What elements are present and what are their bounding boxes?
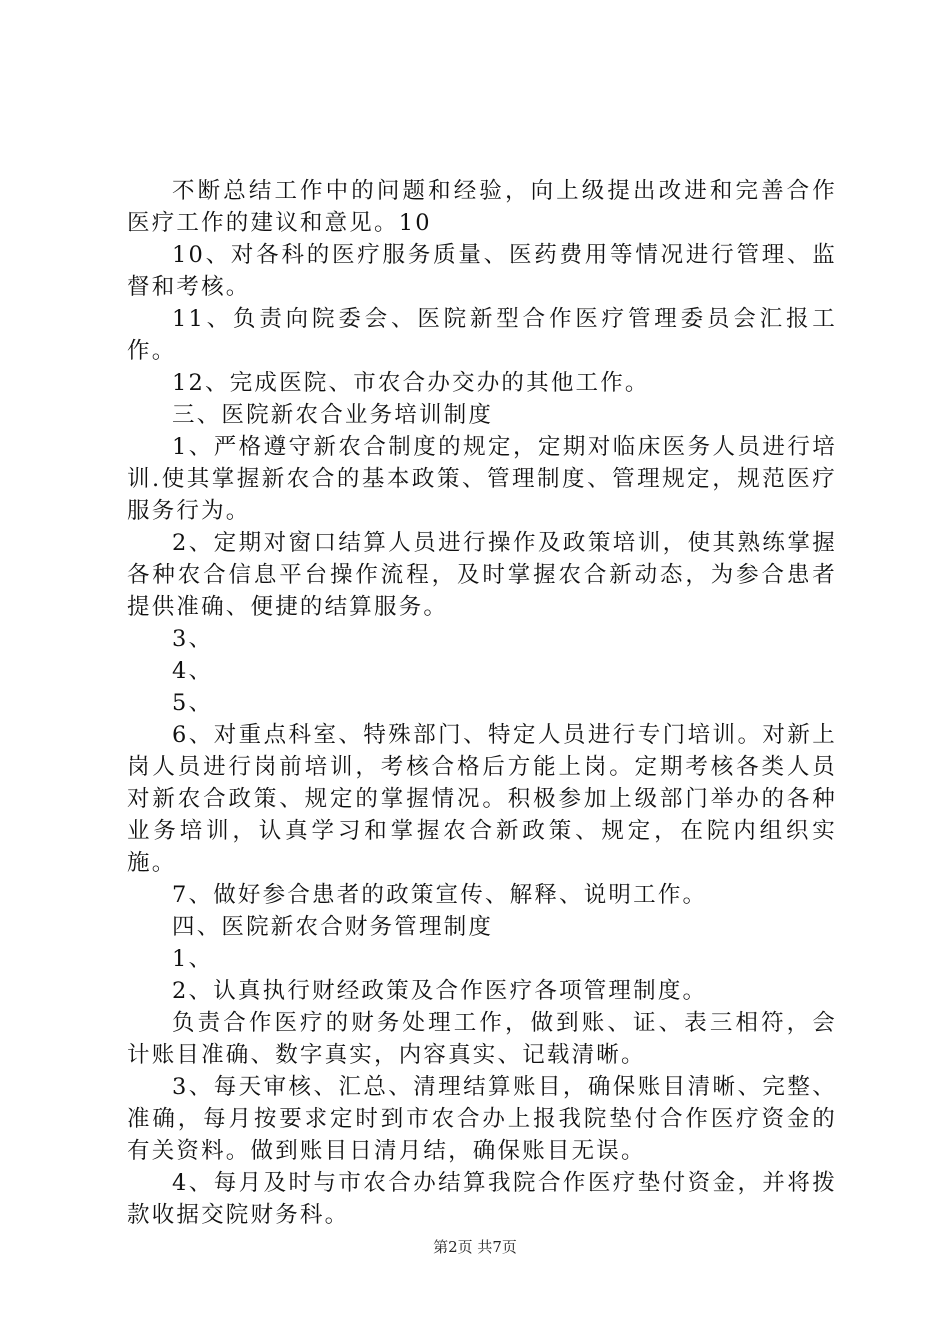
page-footer: 第2页 共7页	[433, 1238, 517, 1256]
paragraph: 11、负责向院委会、医院新型合作医疗管理委员会汇报工作。	[127, 306, 837, 364]
paragraph: 负责合作医疗的财务处理工作，做到账、证、表三相符，会计账目准确、数字真实，内容真实、记载清晰。	[127, 1010, 837, 1068]
paragraph: 4、	[172, 658, 214, 684]
paragraph: 1、严格遵守新农合制度的规定，定期对临床医务人员进行培训.使其掌握新农合的基本政策、管理制度、管理规定，规范医疗服务行为。	[127, 434, 837, 524]
paragraph: 4、每月及时与市农合办结算我院合作医疗垫付资金，并将拨款收据交院财务科。	[127, 1170, 837, 1228]
paragraph: 2、认真执行财经政策及合作医疗各项管理制度。	[172, 978, 708, 1004]
paragraph: 3、每天审核、汇总、清理结算账目，确保账目清晰、完整、准确，每月按要求定时到市农合办上报我院垫付合作医疗资金的有关资料。做到账目日清月结，确保账目无误。	[127, 1074, 837, 1164]
paragraph: 10、对各科的医疗服务质量、医药费用等情况进行管理、监督和考核。	[127, 242, 837, 300]
section-heading: 四、医院新农合财务管理制度	[172, 914, 494, 940]
paragraph: 7、做好参合患者的政策宣传、解释、说明工作。	[172, 882, 708, 908]
paragraph: 6、对重点科室、特殊部门、特定人员进行专门培训。对新上岗人员进行岗前培训，考核合格后方能上岗。定期考核各类人员对新农合政策、规定的掌握情况。积极参加上级部门举办的各种业务培训，认真学习和掌握农合新政策、规定，在院内组织实施。	[127, 722, 837, 876]
paragraph: 不断总结工作中的问题和经验，向上级提出改进和完善合作医疗工作的建议和意见。10	[127, 178, 837, 236]
paragraph: 3、	[172, 626, 214, 652]
paragraph: 5、	[172, 690, 214, 716]
section-heading: 三、医院新农合业务培训制度	[172, 402, 494, 428]
paragraph: 12、完成医院、市农合办交办的其他工作。	[172, 370, 650, 396]
paragraph: 1、	[172, 946, 214, 972]
paragraph: 2、定期对窗口结算人员进行操作及政策培训，使其熟练掌握各种农合信息平台操作流程，及时掌握农合新动态，为参合患者提供准确、便捷的结算服务。	[127, 530, 837, 620]
document-body	[127, 175, 837, 1231]
